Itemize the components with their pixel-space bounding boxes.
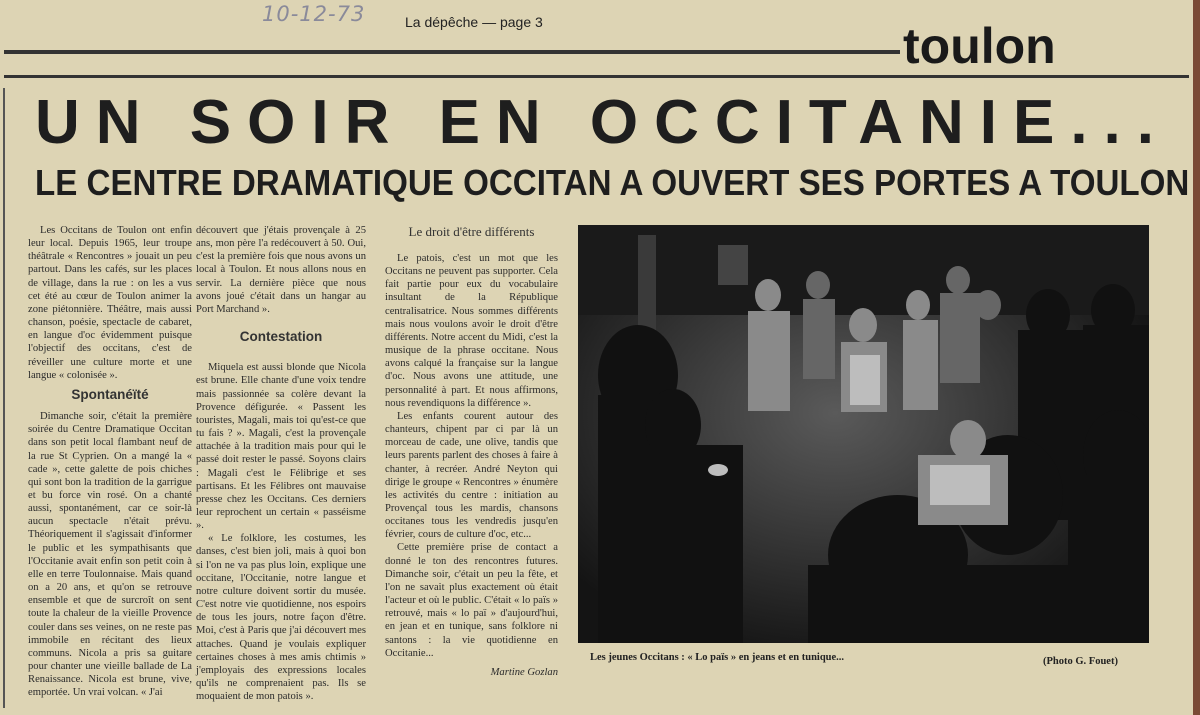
photo-credit: (Photo G. Fouet) — [1043, 656, 1118, 667]
intro-paragraph: Les Occitans de Toulon ont enfin leur local. Depuis 1965, leur troupe théâtrale « Rencontres » jouait un peu partout. Dans les cafés, sur les places de village, dans la rue : on les a vus cet été au cœur de Toulon animer la zone piétonnière. Théâtre, mais aussi chanson, poésie, spectacle de cabaret, en langue d'oc évidemment puisque l'objectif des occitans, c'est de réveiller une culture morte et une langue « colonisée ». — [28, 225, 192, 381]
section-heading-contestation: Contestation — [239, 329, 323, 345]
body-paragraph: « Le folklore, les costumes, les danses, c'est bien joli, mais à quoi bon si l'on ne va pas plus loin, explique une occitane, l'Occitanie, notre langue et notre culture doivent sortir du musée. C'est notre vie quotidienne, nos espoirs de tous les jours, notre façon d'être. Moi, c'est à Paris que j'ai découvert mes attaches. Quand je voulais expliquer certaines choses à mes amis chtimis » j'employais des expressions locales qu'ils ne comprenaient pas. Ils se moquaient de mon patois ». — [196, 533, 366, 703]
body-paragraph: Cette première prise de contact a donné le ton des rencontres futures. Dimanche soir, c'était un peu la fête, et l'on ne savait plus exactement où était l'acteur et où le public. C'était « lo païs » retrouvé, mais « lo paï » d'aujourd'hui, en jean et en tunique, sans folklore ni santons : la vie quotidienne en Occitanie... — [385, 542, 558, 659]
news-photo — [578, 225, 1149, 643]
article-column-1 — [28, 224, 192, 699]
body-paragraph: Miquela est aussi blonde que Nicola est brune. Elle chante d'une voix tendre mais passionnée sa colère devant la Provence défigurée. « Passent les touristes, Magali, mais toi qu'est-ce que tu fais ? ». Magali, c'est la provençale attachée à la tradition mais pour qui le passé doit rester le passé. Soyons clairs : Magali c'est le Félibrige et ses partisans. Et les Félibres ont mauvaise presse chez les Occitans. Ces derniers leur reprochent un certain « passéisme ». — [196, 362, 366, 532]
section-title: toulon — [903, 18, 1056, 74]
handwritten-date: 10-12-73 — [262, 2, 366, 26]
masthead: La dépêche — page 3 — [405, 14, 543, 30]
subheadline: LE CENTRE DRAMATIQUE OCCITAN A OUVERT SES PORTES A TOULON — [35, 162, 1190, 203]
article-column-2 — [196, 224, 366, 703]
article-column-3 — [385, 224, 558, 679]
section-heading-droit: Le droit d'être différents — [408, 224, 535, 239]
column-rule — [3, 88, 5, 708]
photo-caption: Les jeunes Occitans : « Lo païs » en jeans et en tunique... — [590, 652, 845, 663]
headline: UN SOIR EN OCCITANIE... — [35, 88, 1171, 157]
header-rule — [4, 75, 1189, 78]
body-paragraph: Dimanche soir, c'était la première soirée du Centre Dramatique Occitan dans son petit local flambant neuf de la rue St Cyprien. On a mangé la « cade », cette galette de pois chiches qui sont bon la tradition de la garrigue et bu force vin rosé. On a chanté aussi, spontanément, car ce soir-là aucun spectacle n'était prévu. Théoriquement il s'agissait d'informer le public et les sympathisants que l'Occitanie avait enfin son petit coin à elle en terre Toulonnaise. Mais quand on a 20 ans, et qu'on se retrouve ensemble et que de surcroît on sent toute la chaleur de la vieille Provence couler dans ses veines, on ne reste pas immobile en récitant des lieux communs. Nicola a pris sa guitare pour chanter une vieille ballade de La Renaissance. Nicola est brune, vive, emportée. Un vrai volcan. « J'ai — [28, 411, 192, 699]
crowd-photo-illustration — [578, 225, 1149, 643]
body-paragraph: Les enfants courent autour des chanteurs, chipent par ci par là un morceau de cade, une olive, tandis que leurs parents parlent des choses à faire à chanter, à recréer. André Neyton qui dirige le groupe « Rencontres » énumère les activités du centre : initiation au Provençal tous les mardis, chansons occitanes tous les vendredis jusqu'en février, cours de culture d'oc, etc... — [385, 410, 558, 541]
author-signature: Martine Gozlan — [490, 666, 558, 678]
body-paragraph: découvert que j'étais provençale à 25 ans, mon père l'a redécouvert à 50. Oui, c'est la première fois que nous avons un local à Toulon. Et nous allons nous en servir. La dernière pièce que nous avons joué c'était dans un hangar au Port Marchand ». — [196, 225, 366, 315]
section-heading-spontaneite: Spontanéïté — [71, 386, 149, 402]
top-rule — [4, 50, 900, 54]
body-paragraph: Le patois, c'est un mot que les Occitans ne peuvent pas supporter. Cela fait partie pour eux du vocabulaire insultant de la République centralisatrice. Nous sommes différents mais nous voulons avoir le droit d'être différents. Notre accent du Midi, c'est la musique de la phrase occitane. Nous avons calqué la française sur la langue d'oc. Nous avons une attitude, une personnalité à part. Et nous affirmons, nous revendiquons la différence ». — [385, 253, 558, 409]
